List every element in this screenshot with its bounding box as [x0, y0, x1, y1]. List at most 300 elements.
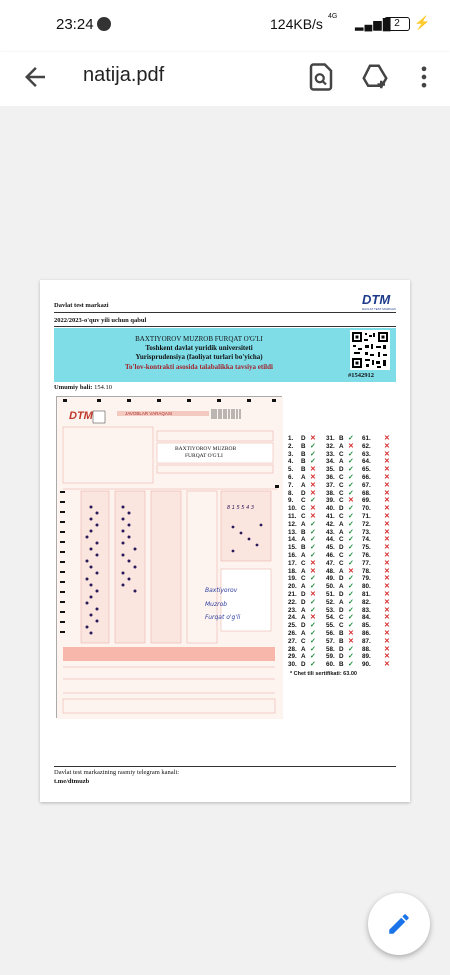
wrong-cross-icon: ✕: [384, 544, 390, 552]
answer-item: [288, 512, 316, 520]
answer-row: [288, 567, 398, 575]
answer-letter: B: [301, 458, 306, 466]
correct-check-icon: ✓: [348, 583, 354, 591]
answer-letter: C: [339, 536, 344, 544]
answer-item: [288, 473, 316, 481]
total-score-value: 154.10: [94, 384, 112, 391]
correct-check-icon: ✓: [310, 598, 316, 606]
answer-letter: C: [301, 513, 306, 520]
answer-number: 72.: [362, 520, 371, 528]
handwritten-surname: Baxtiyorov: [205, 587, 238, 594]
sheet-student-name-1: BAXTIYOROV MUZROB: [175, 446, 237, 452]
wrong-cross-icon: ✕: [310, 567, 316, 575]
dtm-logo-subtitle: DAVLAT TEST MARKAZI: [362, 307, 396, 311]
answer-item: [288, 652, 316, 660]
answer-letter: B: [301, 450, 306, 458]
correct-check-icon: ✓: [348, 474, 354, 481]
answer-letter: C: [301, 497, 306, 505]
correct-check-icon: ✓: [310, 442, 316, 450]
answer-letter: C: [339, 489, 344, 497]
total-score: [54, 384, 112, 391]
answer-item: [362, 606, 390, 614]
answer-row: [288, 598, 398, 606]
answer-number: 61.: [362, 435, 371, 442]
answer-item: [288, 434, 316, 442]
correct-check-icon: ✓: [348, 559, 354, 567]
answer-letter: A: [301, 552, 306, 559]
answer-number: 3.: [288, 450, 294, 458]
app-bar: [0, 52, 450, 106]
handwritten-name: Muzrob: [205, 601, 228, 608]
answer-sheet-scan: [56, 396, 282, 718]
answer-item: [288, 450, 316, 458]
answer-number: 21.: [288, 591, 297, 598]
center-name: Davlat test markazi: [54, 302, 109, 309]
wrong-cross-icon: ✕: [384, 450, 390, 458]
answer-letter: C: [339, 497, 344, 505]
answer-number: 56.: [326, 630, 335, 637]
answer-number: 46.: [326, 552, 335, 559]
answer-item: [326, 606, 354, 614]
correct-check-icon: ✓: [310, 520, 316, 528]
answer-row: [288, 582, 398, 590]
answer-row: [288, 481, 398, 489]
answer-letter: C: [301, 575, 306, 583]
answer-letter: A: [301, 474, 306, 481]
wrong-cross-icon: ✕: [310, 513, 316, 520]
wrong-cross-icon: ✕: [384, 520, 390, 528]
wrong-cross-icon: ✕: [384, 559, 390, 567]
answer-item: [362, 598, 390, 606]
wrong-cross-icon: ✕: [384, 458, 390, 466]
correct-check-icon: ✓: [348, 435, 354, 442]
answer-item: [362, 582, 390, 590]
wrong-cross-icon: ✕: [348, 630, 354, 637]
answer-letter: D: [301, 435, 306, 442]
recommendation-text: To'lov-kontrakti asosida talabalikka tavsiya etildi: [125, 363, 273, 371]
answer-number: 73.: [362, 528, 371, 536]
more-vert-icon[interactable]: [410, 62, 438, 92]
correct-check-icon: ✓: [348, 614, 354, 622]
answer-row: [288, 652, 398, 660]
answer-number: 15.: [288, 544, 297, 552]
answer-item: [326, 543, 354, 551]
answer-item: [326, 559, 354, 567]
handwritten-patronymic: Furqat o'g'li: [205, 614, 241, 621]
answer-number: 37.: [326, 481, 335, 489]
answer-number: 34.: [326, 458, 335, 466]
answer-item: [288, 489, 316, 497]
footer-text: Davlat test markazining rasmiy telegram kanali:: [54, 769, 180, 776]
wrong-cross-icon: ✕: [384, 637, 390, 645]
answer-number: 28.: [288, 645, 297, 653]
answer-row: [288, 621, 398, 629]
correct-check-icon: ✓: [348, 622, 354, 630]
answer-number: 76.: [362, 552, 371, 559]
answer-item: [362, 535, 390, 543]
correct-check-icon: ✓: [348, 458, 354, 466]
answer-item: [288, 504, 316, 512]
answer-number: 20.: [288, 583, 297, 591]
answer-number: 78.: [362, 567, 371, 575]
answer-letter: A: [339, 583, 344, 591]
answer-item: [288, 590, 316, 598]
answer-item: [326, 442, 354, 450]
answer-row: [288, 489, 398, 497]
answer-number: 54.: [326, 614, 335, 622]
answer-letter: C: [301, 505, 306, 513]
answer-item: [362, 652, 390, 660]
answer-row: [288, 442, 398, 450]
answer-number: 13.: [288, 528, 297, 536]
answer-letter: B: [339, 637, 344, 645]
answer-row: [288, 613, 398, 621]
answer-item: [326, 590, 354, 598]
correct-check-icon: ✓: [310, 637, 316, 645]
answer-number: 35.: [326, 466, 335, 474]
answer-number: 29.: [288, 653, 297, 661]
correct-check-icon: ✓: [348, 505, 354, 513]
correct-check-icon: ✓: [348, 466, 354, 474]
battery-icon: 2: [384, 17, 410, 31]
answer-item: [326, 528, 354, 536]
answer-number: 48.: [326, 567, 335, 575]
correct-check-icon: ✓: [310, 575, 316, 583]
answer-letter: B: [301, 544, 306, 552]
sheet-title: JAVOBLAR VARAQASI: [125, 411, 173, 416]
answer-item: [362, 543, 390, 551]
answer-item: [362, 481, 390, 489]
answer-number: 57.: [326, 637, 335, 645]
answer-number: 1.: [288, 435, 294, 442]
wrong-cross-icon: ✕: [384, 435, 390, 442]
wrong-cross-icon: ✕: [384, 661, 390, 669]
wrong-cross-icon: ✕: [384, 591, 390, 598]
answer-item: [288, 442, 316, 450]
answer-letter: A: [339, 458, 344, 466]
answer-item: [326, 652, 354, 660]
answer-letter: C: [339, 552, 344, 559]
answer-letter: A: [301, 520, 306, 528]
answer-number: 66.: [362, 474, 371, 481]
answer-number: 69.: [362, 497, 371, 505]
answer-letter: B: [301, 528, 306, 536]
answer-letter: D: [301, 598, 306, 606]
answer-item: [326, 481, 354, 489]
answer-number: 36.: [326, 474, 335, 481]
answer-item: [288, 582, 316, 590]
correct-check-icon: ✓: [348, 552, 354, 559]
wrong-cross-icon: ✕: [348, 497, 354, 505]
wrong-cross-icon: ✕: [310, 505, 316, 513]
answer-number: 41.: [326, 513, 335, 520]
answer-number: 31.: [326, 435, 335, 442]
correct-check-icon: ✓: [348, 481, 354, 489]
status-bar: [0, 0, 450, 52]
answer-number: 44.: [326, 536, 335, 544]
correct-check-icon: ✓: [310, 583, 316, 591]
answer-letter: C: [301, 637, 306, 645]
correct-check-icon: ✓: [348, 513, 354, 520]
answer-item: [362, 590, 390, 598]
answer-item: [288, 457, 316, 465]
correct-check-icon: ✓: [348, 661, 354, 669]
answer-letter: D: [339, 591, 344, 598]
answer-item: [362, 660, 390, 668]
answer-letter: D: [339, 575, 344, 583]
answer-number: 14.: [288, 536, 297, 544]
wrong-cross-icon: ✕: [348, 567, 354, 575]
university-name: Toshkent davlat yuridik universiteti: [145, 344, 253, 352]
sheet-id-code: 8 1 5 5 4 3: [227, 505, 255, 511]
correct-check-icon: ✓: [348, 645, 354, 653]
answer-number: 49.: [326, 575, 335, 583]
correct-check-icon: ✓: [310, 645, 316, 653]
answer-item: [326, 629, 354, 637]
answer-row: [288, 660, 398, 668]
answer-letter: A: [339, 598, 344, 606]
answer-letter: C: [339, 474, 344, 481]
answer-number: 8.: [288, 489, 294, 497]
answer-number: 59.: [326, 653, 335, 661]
wrong-cross-icon: ✕: [384, 583, 390, 591]
answer-item: [288, 496, 316, 504]
correct-check-icon: ✓: [348, 528, 354, 536]
answer-number: 88.: [362, 645, 371, 653]
answer-item: [362, 465, 390, 473]
answer-item: [362, 520, 390, 528]
answer-number: 45.: [326, 544, 335, 552]
answer-row: [288, 543, 398, 551]
answer-letter: D: [301, 489, 306, 497]
answer-item: [326, 574, 354, 582]
answer-letter: A: [301, 653, 306, 661]
answer-letter: D: [301, 661, 306, 669]
correct-check-icon: ✓: [310, 497, 316, 505]
answer-number: 47.: [326, 559, 335, 567]
answer-number: 85.: [362, 622, 371, 630]
answer-number: 4.: [288, 458, 294, 466]
find-in-document-icon[interactable]: [306, 62, 336, 92]
answer-number: 10.: [288, 505, 297, 513]
answer-number: 39.: [326, 497, 335, 505]
sheet-student-name-2: FURQAT O'G'LI: [185, 453, 223, 459]
answer-number: 33.: [326, 450, 335, 458]
answer-row: [288, 520, 398, 528]
correct-check-icon: ✓: [310, 653, 316, 661]
wrong-cross-icon: ✕: [384, 474, 390, 481]
wrong-cross-icon: ✕: [310, 474, 316, 481]
answer-number: 63.: [362, 450, 371, 458]
add-to-drive-icon[interactable]: [360, 62, 390, 92]
answer-item: [362, 450, 390, 458]
wrong-cross-icon: ✕: [310, 591, 316, 598]
answer-item: [326, 457, 354, 465]
answer-number: 11.: [288, 513, 297, 520]
answer-row: [288, 504, 398, 512]
answer-item: [288, 621, 316, 629]
answer-number: 9.: [288, 497, 294, 505]
answer-letter: D: [339, 653, 344, 661]
correct-check-icon: ✓: [348, 489, 354, 497]
answer-item: [362, 512, 390, 520]
document-title: natija.pdf: [83, 64, 165, 86]
answer-letter: C: [339, 481, 344, 489]
answer-letter: D: [339, 466, 344, 474]
answer-number: 38.: [326, 489, 335, 497]
answer-item: [288, 613, 316, 621]
answer-item: [326, 645, 354, 653]
answer-number: 77.: [362, 559, 371, 567]
answer-row: [288, 559, 398, 567]
answer-row: [288, 637, 398, 645]
answer-item: [326, 582, 354, 590]
answer-number: 23.: [288, 606, 297, 614]
answer-letter: C: [339, 513, 344, 520]
wrong-cross-icon: ✕: [310, 435, 316, 442]
answer-row: [288, 457, 398, 465]
correct-check-icon: ✓: [348, 653, 354, 661]
qr-code: [350, 330, 390, 370]
answer-row: [288, 434, 398, 442]
answer-item: [362, 613, 390, 621]
answer-row: [288, 606, 398, 614]
wrong-cross-icon: ✕: [384, 442, 390, 450]
charging-icon: ⚡: [414, 15, 431, 30]
answer-item: [326, 567, 354, 575]
answer-number: 52.: [326, 598, 335, 606]
answer-item: [288, 567, 316, 575]
answer-letter: A: [339, 567, 344, 575]
answer-letter: B: [339, 435, 344, 442]
answer-item: [362, 567, 390, 575]
network-type: 4G: [328, 13, 338, 20]
back-arrow-icon[interactable]: [20, 62, 50, 92]
answer-number: 70.: [362, 505, 371, 513]
answer-number: 71.: [362, 513, 371, 520]
answer-number: 53.: [326, 606, 335, 614]
answer-letter: D: [339, 505, 344, 513]
wrong-cross-icon: ✕: [384, 653, 390, 661]
answer-number: 18.: [288, 567, 297, 575]
answer-letter: D: [301, 591, 306, 598]
correct-check-icon: ✓: [348, 536, 354, 544]
divider: [54, 766, 396, 767]
wrong-cross-icon: ✕: [310, 481, 316, 489]
certificate-id: #1542912: [348, 372, 374, 379]
answer-item: [288, 574, 316, 582]
answer-number: 79.: [362, 575, 371, 583]
answer-item: [288, 645, 316, 653]
answer-number: 74.: [362, 536, 371, 544]
pdf-page: [40, 280, 410, 802]
divider: [54, 326, 396, 327]
correct-check-icon: ✓: [310, 661, 316, 669]
answer-letter: B: [339, 661, 344, 669]
answer-item: [288, 481, 316, 489]
answer-row: [288, 629, 398, 637]
answer-row: [288, 465, 398, 473]
answer-number: 81.: [362, 591, 371, 598]
answer-number: 40.: [326, 505, 335, 513]
answer-letter: C: [339, 559, 344, 567]
wrong-cross-icon: ✕: [384, 505, 390, 513]
correct-check-icon: ✓: [310, 458, 316, 466]
answer-number: 7.: [288, 481, 294, 489]
answer-item: [326, 621, 354, 629]
answer-letter: A: [301, 630, 306, 637]
specialty-name: Yurisprudensiya (faoliyat turlari bo'yicha): [135, 353, 263, 361]
correct-check-icon: ✓: [310, 606, 316, 614]
edit-fab-button[interactable]: [368, 893, 430, 955]
answer-letter: B: [339, 630, 344, 637]
correct-check-icon: ✓: [348, 575, 354, 583]
sheet-logo: DTM: [69, 410, 93, 422]
answer-number: 30.: [288, 661, 297, 669]
answer-item: [326, 434, 354, 442]
answer-number: 83.: [362, 606, 371, 614]
answer-row: [288, 528, 398, 536]
answer-letter: D: [339, 544, 344, 552]
answer-number: 67.: [362, 481, 371, 489]
answer-row: [288, 645, 398, 653]
answer-number: 89.: [362, 653, 371, 661]
answer-row: [288, 590, 398, 598]
wrong-cross-icon: ✕: [384, 606, 390, 614]
answer-row: [288, 535, 398, 543]
answer-row: [288, 496, 398, 504]
answer-item: [362, 434, 390, 442]
footer-link[interactable]: t.me/dtmuzb: [54, 778, 90, 785]
answer-number: 24.: [288, 614, 297, 622]
answer-item: [326, 496, 354, 504]
answer-item: [326, 535, 354, 543]
wrong-cross-icon: ✕: [384, 552, 390, 559]
answer-item: [288, 629, 316, 637]
signal-icon: ▂▄▆█: [355, 19, 392, 31]
answer-row: [288, 473, 398, 481]
dtm-logo: DTM: [362, 292, 391, 307]
correct-check-icon: ✓: [348, 520, 354, 528]
answer-letter: D: [339, 645, 344, 653]
answer-number: 12.: [288, 520, 297, 528]
answer-item: [326, 551, 354, 559]
answer-number: 5.: [288, 466, 294, 474]
wrong-cross-icon: ✕: [310, 466, 316, 474]
answer-item: [362, 442, 390, 450]
wrong-cross-icon: ✕: [384, 622, 390, 630]
answer-item: [362, 645, 390, 653]
academic-year: 2022/2023-o'quv yili uchun qabul: [54, 317, 147, 324]
answer-row: [288, 512, 398, 520]
answer-number: 50.: [326, 583, 335, 591]
answer-item: [362, 473, 390, 481]
answer-number: 58.: [326, 645, 335, 653]
wrong-cross-icon: ✕: [348, 637, 354, 645]
answer-item: [326, 598, 354, 606]
answer-item: [326, 613, 354, 621]
answer-number: 26.: [288, 630, 297, 637]
wrong-cross-icon: ✕: [384, 528, 390, 536]
answer-letter: C: [339, 450, 344, 458]
answer-number: 2.: [288, 442, 294, 450]
wrong-cross-icon: ✕: [384, 466, 390, 474]
correct-check-icon: ✓: [348, 606, 354, 614]
answer-number: 68.: [362, 489, 371, 497]
answer-number: 82.: [362, 598, 371, 606]
answer-item: [362, 621, 390, 629]
answer-item: [362, 489, 390, 497]
